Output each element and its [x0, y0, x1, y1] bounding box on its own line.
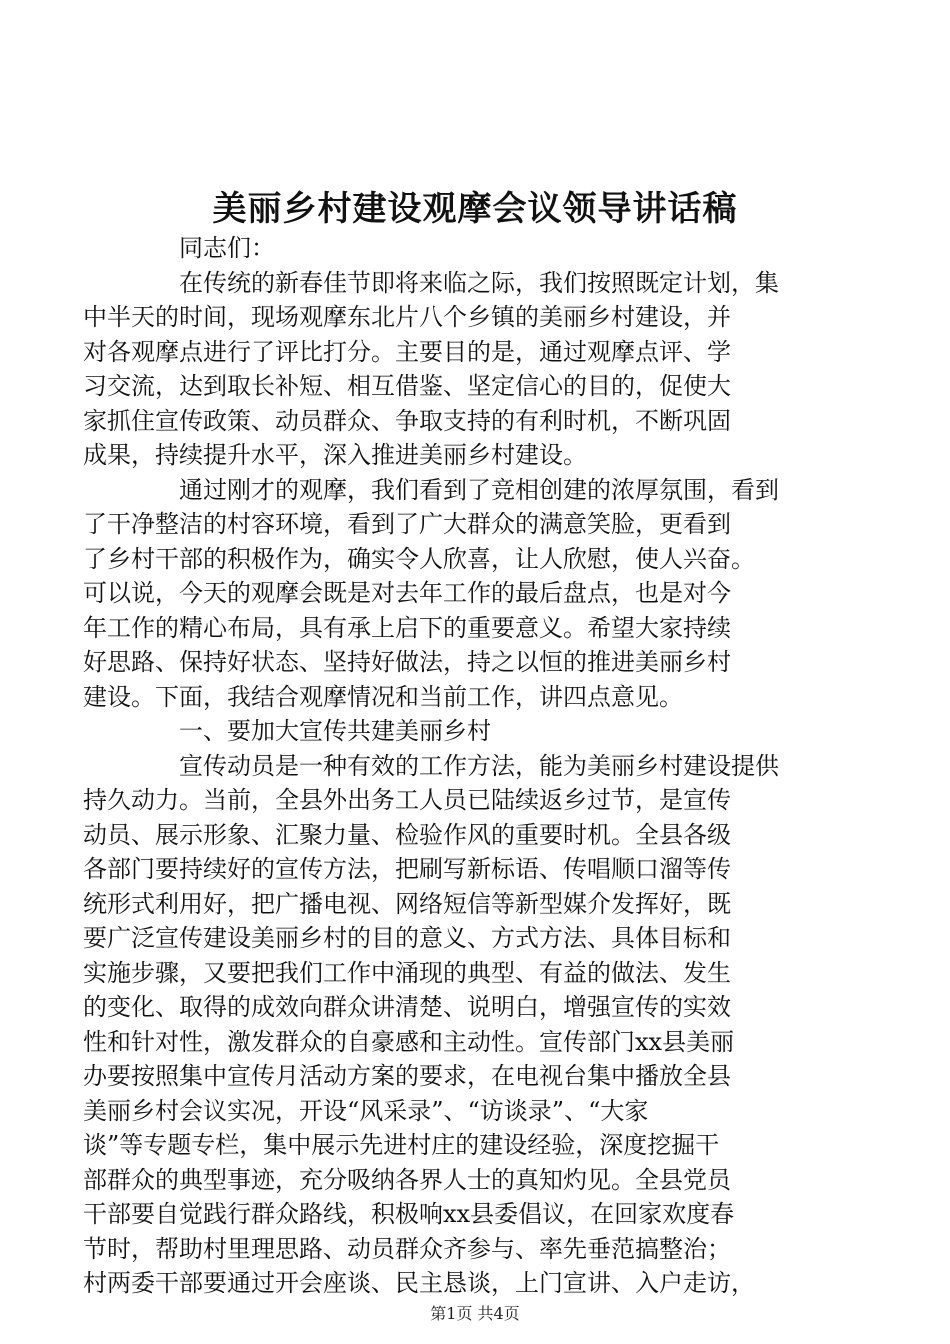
paragraph-line: 习交流，达到取长补短、相互借鉴、坚定信心的目的，促使大	[83, 372, 731, 400]
paragraph-line: 可以说，今天的观摩会既是对去年工作的最后盘点，也是对今	[83, 579, 731, 607]
paragraph-line: 性和针对性，激发群众的自豪感和主动性。宣传部门xx县美丽	[83, 1027, 735, 1056]
paragraph-line: 美丽乡村会议实况，开设“风采录”、“访谈录”、“大家	[83, 1096, 649, 1125]
paragraph-line: 通过刚才的观摩，我们看到了竞相创建的浓厚氛围，看到	[179, 475, 779, 504]
paragraph-line: 实施步骤，又要把我们工作中涌现的典型、有益的做法、发生	[83, 958, 731, 987]
paragraph-line: 家抓住宣传政策、动员群众、争取支持的有利时机，不断巩固	[83, 406, 731, 435]
document-body	[83, 231, 831, 1301]
paragraph-line: 建设。下面，我结合观摩情况和当前工作，讲四点意见。	[83, 682, 683, 711]
paragraph-line: 对各观摩点进行了评比打分。主要目的是，通过观摩点评、学	[83, 337, 731, 366]
paragraph-line: 中半天的时间，现场观摩东北片八个乡镇的美丽乡村建设，并	[83, 303, 731, 331]
paragraph	[131, 714, 831, 749]
paragraph-line: 动员、展示形象、汇聚力量、检验作风的重要时机。全县各级	[83, 820, 731, 849]
paragraph-line: 办要按照集中宣传月活动方案的要求，在电视台集中播放全县	[83, 1062, 731, 1090]
paragraph-line: 干部要自觉践行群众路线，积极响xx县委倡议，在回家欢度春	[83, 1200, 735, 1228]
paragraph-line: 的变化、取得的成效向群众讲清楚、说明白，增强宣传的实效	[83, 993, 731, 1021]
paragraph-line: 宣传动员是一种有效的工作方法，能为美丽乡村建设提供	[179, 751, 779, 780]
paragraph-line: 了干净整洁的村容环境，看到了广大群众的满意笑脸，更看到	[83, 510, 731, 538]
paragraph-line: 成果，持续提升水平，深入推进美丽乡村建设。	[83, 441, 587, 469]
paragraph-line: 统形式利用好，把广播电视、网络短信等新型媒介发挥好，既	[83, 889, 731, 918]
paragraph-line: 各部门要持续好的宣传方法，把刷写新标语、传唱顺口溜等传	[83, 855, 731, 883]
paragraph-line: 持久动力。当前，全县外出务工人员已陆续返乡过节，是宣传	[83, 786, 731, 814]
document-title: 美丽乡村建设观摩会议领导讲话稿	[212, 189, 738, 229]
paragraph-line: 了乡村干部的积极作为，确实令人欣喜，让人欣慰，使人兴奋。	[83, 544, 755, 573]
paragraph	[83, 473, 831, 715]
paragraph-line: 村两委干部要通过开会座谈、民主恳谈，上门宣讲、入户走访，	[83, 1269, 755, 1297]
paragraph-line: 部群众的典型事迹，充分吸纳各界人士的真知灼见。全县党员	[83, 1165, 731, 1194]
paragraph-line: 在传统的新春佳节即将来临之际，我们按照既定计划，集	[179, 268, 779, 297]
paragraph-line: 年工作的精心布局，具有承上启下的重要意义。希望大家持续	[83, 613, 731, 642]
paragraph-line: 同志们：	[179, 234, 275, 262]
paragraph-line: 一、要加大宣传共建美丽乡村	[179, 717, 491, 745]
page-footer: 第1页 共4页	[430, 1304, 520, 1323]
paragraph	[83, 749, 831, 1301]
paragraph	[83, 266, 831, 473]
paragraph-line: 好思路、保持好状态、坚持好做法，持之以恒的推进美丽乡村	[83, 648, 731, 676]
paragraph-line: 谈”等专题专栏，集中展示先进村庄的建设经验，深度挖掘干	[83, 1131, 720, 1159]
paragraph	[131, 231, 831, 266]
paragraph-line: 节时，帮助村里理思路、动员群众齐参与、率先垂范搞整治；	[83, 1234, 731, 1263]
paragraph-line: 要广泛宣传建设美丽乡村的目的意义、方式方法、具体目标和	[83, 924, 731, 952]
